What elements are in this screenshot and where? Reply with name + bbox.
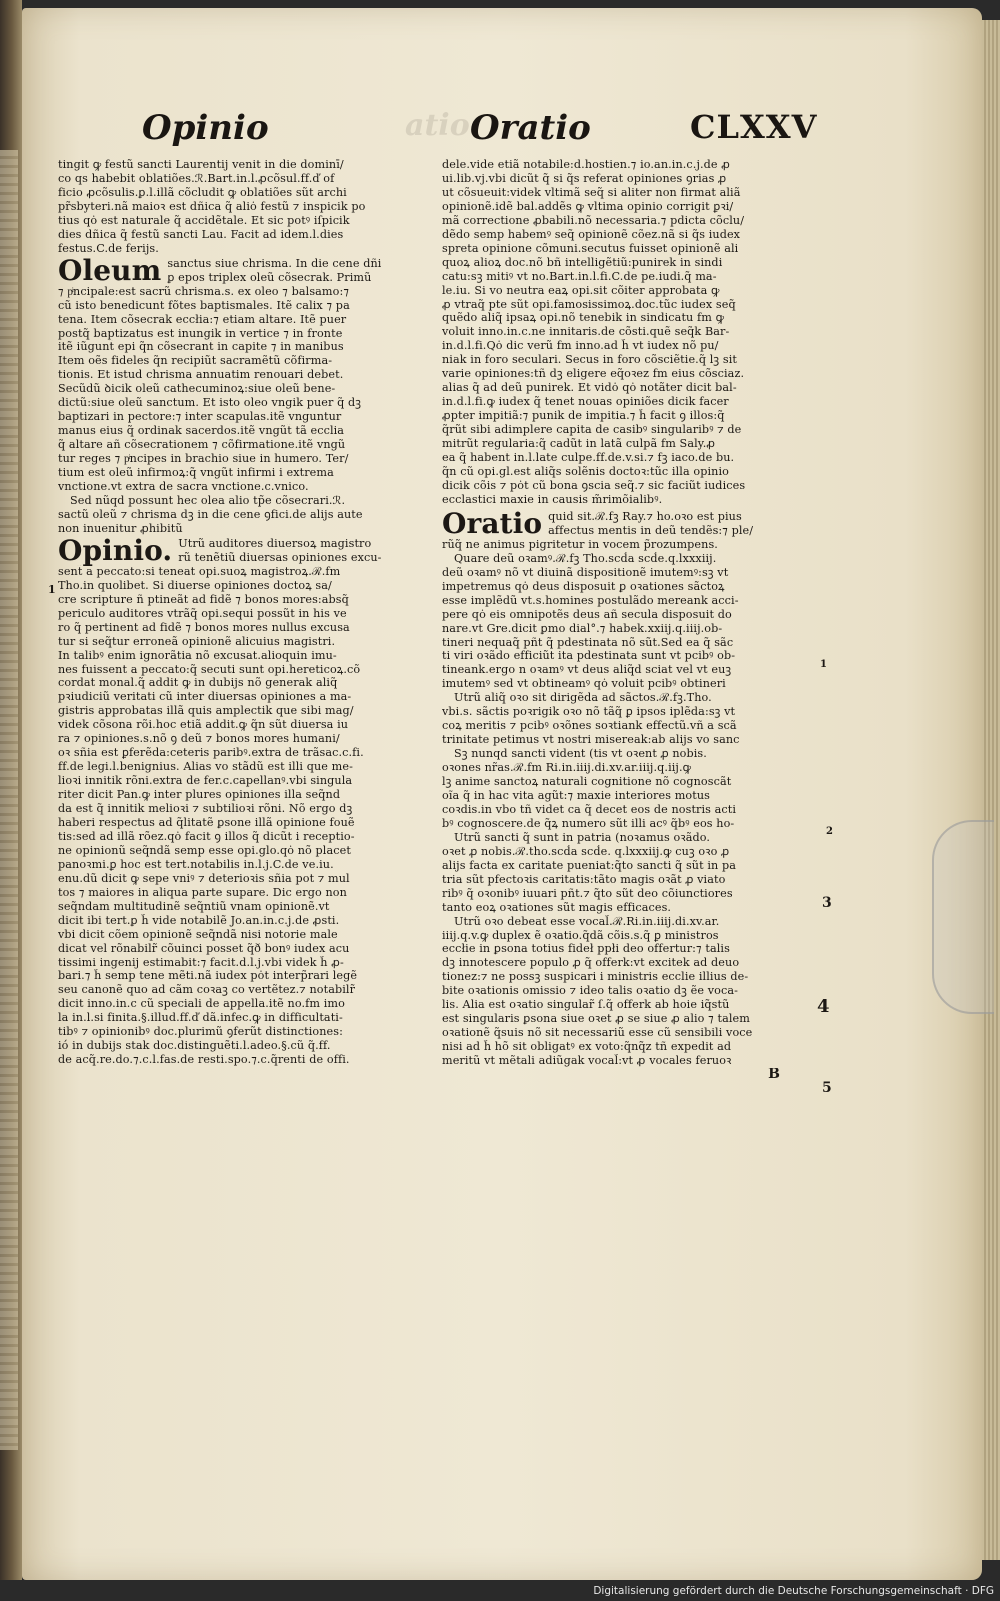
running-head-center: Oratio: [470, 108, 591, 148]
text-line: lioꝛi innitik rõni.extra de fer.c.capellanꝰ.vbi singula: [58, 774, 353, 788]
text-line: non inuenitur ꝓhibitũ: [58, 521, 183, 535]
lemma-oratio: Oratio: [442, 506, 543, 540]
text-line: dicat vel rõnabilr̃ cõuinci posset q̃ð bonꝰ iudex acu: [58, 941, 350, 955]
text-line: haberi respectus ad q̃litatẽ ꝑsone illã opinione fouẽ: [58, 815, 355, 829]
text-line: quẽdo aliq̃ ipsaꝝ opi.nõ tenebik in sindicatu fm ꝙ: [442, 311, 725, 325]
text-line: varie opiniones:tñ dꝫ eligere eq̃oꝛez fm eius cõsciaz.: [442, 367, 745, 381]
text-line: trinitate petimus vt nostri misereak:ab alijs vo sanc: [442, 733, 740, 747]
text-line: ui.lib.vj.vbi dicũt q̃ si q̃s referat opiniones ꝯrias ꝓ: [442, 171, 727, 185]
text-line: ⁊ pͥncipale:est sacrũ chrisma.s. ex oleo ⁊ balsamo:⁊: [58, 284, 350, 298]
text-line: alias q̃ ad deũ punirek. Et vidȯ qȯ notãter dicit bal-: [442, 381, 737, 395]
text-line: ro q̃ pertinent ad fidẽ ⁊ bonos mores nullus excusa: [58, 620, 350, 634]
margin-mark: 1: [820, 659, 827, 670]
text-line: oĩa q̃ in hac vita agũt:⁊ maxie interiores motus: [442, 788, 710, 802]
text-line: eccłie in ꝑsona totius fideł ppłi deo offertur:⁊ talis: [442, 942, 730, 956]
text-line: nes fuissent a peccato:q̃ secuti sunt opi.hereticoꝝ.cõ: [58, 662, 361, 676]
text-line: catu:sꝫ mitiꝰ vt no.Bart.in.l.fi.C.de pe.iudi.q̃ ma-: [442, 269, 717, 283]
margin-mark: 2: [826, 826, 833, 837]
digitization-credit: Digitalisierung gefördert durch die Deutsche Forschungsgemeinschaft · DFG: [593, 1585, 994, 1597]
text-line: bari.⁊ h̃ semp tene mẽti.nã iudex pȯt interp̃rari legẽ: [58, 969, 358, 983]
page-clip-shadow: [932, 820, 994, 1014]
text-column-left: [58, 158, 420, 1067]
text-line: festus.C.de ferijs.: [58, 241, 159, 255]
text-line: dicit ibi tert.ꝑ h̃ vide notabilẽ Jo.an.in.c.j.de ꝓsti.: [58, 913, 340, 927]
margin-mark: 4: [817, 996, 830, 1017]
lemma-opinio: Opinio.: [58, 533, 173, 567]
text-line: tissimi ingenij estimabit:⁊ facit.d.l.j.vbi videk h̃ ꝓ-: [58, 955, 344, 969]
text-line: periculo auditores vtrãq̃ opi.sequi possũt in his ve: [58, 606, 347, 620]
text-line: pꝛiudiciũ veritati cũ inter diuersas opiniones a ma-: [58, 690, 352, 704]
text-line: Item oẽs fideles q̃n recipiũt sacramẽtũ cõfirma-: [58, 354, 333, 368]
text-line: tionis. Et istud chrisma annuatim renouari debet.: [58, 368, 344, 382]
text-line: tionez:⁊ ne possꝫ suspicari i ministris ecclie illius de-: [442, 970, 749, 984]
left-page-gutter: [0, 150, 18, 1450]
text-line: ne opinionũ seq̃ndã semp esse opi.glo.qȯ nõ placet: [58, 843, 351, 857]
text-line: tria sũt pfectoꝛis caritatis:tãto magis oꝛãt ꝓ viato: [442, 872, 726, 886]
text-line: oꝛones nr̃as.ℛ.fm Ri.in.iiij.di.xv.ar.iiij.q.iij.ꝙ: [442, 761, 692, 775]
text-line: niak in foro seculari. Secus in foro cõsciẽtie.q̃ lꝫ sit: [442, 353, 738, 367]
text-line: Quare deũ oꝛamꝰ.ℛ.fꝫ Tho.scḋa scḋe.q.lxxxiij.: [454, 551, 717, 565]
text-line: panoꝛmi.ꝑ hoc est tert.notabilis in.l.j.C.de ve.iu.: [58, 857, 334, 871]
text-line: ꝑ epos triplex oleũ cõsecrak. Primũ: [167, 270, 372, 284]
text-column-right: [442, 158, 820, 1082]
text-line: da est q̃ innitik melioꝛi ⁊ subtilioꝛi rõni. Nõ ergo dꝫ: [58, 802, 353, 816]
text-line: rũq̃ ne animus pigritetur in vocem p̃rozumpens.: [442, 537, 718, 551]
margin-mark: 5: [822, 1080, 832, 1096]
folio-number: CLXXV: [690, 108, 818, 146]
text-line: Utrũ auditores diuersoꝝ magistro: [178, 536, 372, 550]
text-line: coꝛdis.in vbo tñ videt ca q̃ decet eos de nostris acti: [442, 802, 737, 816]
text-line: Sed nũqd possunt hec olea alio tp̃e cõsecrari.ℛ.: [70, 493, 346, 507]
text-line: sactũ oleũ ⁊ chrisma dꝫ in die cene ꝯfici.de alijs aute: [58, 507, 363, 521]
text-line: ut cõsueuit:videk vltimã seq̃ si aliter non firmat aliã: [442, 185, 741, 199]
text-line: Secũdũ ꝺicik oleũ cathecuminoꝝ:siue oleũ bene-: [58, 382, 336, 396]
text-line: dẽdo semp habemꝰ seq̃ opinionẽ cõez.nã si q̃s iudex: [442, 227, 741, 241]
text-line: tena. Item cõsecrak eccłia:⁊ etiam altare. Itẽ puer: [58, 312, 347, 326]
text-line: bꝰ cognoscere.de q̃ꝝ numero sũt illi acꝰ q̃bꝰ eos ho-: [442, 816, 735, 830]
text-line: In talibꝰ enim ignorãtia nõ excusat.alioquin imu-: [58, 648, 337, 662]
oratio-entry: [442, 506, 820, 540]
text-line: in.d.l.fi.Qȯ dic verũ fm inno.ad h̃ vt iudex nõ pu/: [442, 339, 719, 353]
text-line: vnctione.vt extra de sacra vnctione.c.vnico.: [58, 480, 309, 494]
text-line: tineank.ergo n oꝛamꝰ vt deus aliq̃d sciat vel vt euꝫ: [442, 663, 732, 677]
text-line: seu canonẽ quo ad cãm coꝛaꝫ co vertẽtez.⁊ notabilr̃: [58, 983, 356, 997]
text-line: q̃n cũ opi.gl.est aliq̃s solẽnis doctoꝛ:tũc illa opinio: [442, 464, 729, 478]
text-line: ribꝰ q̃ oꝛonibꝰ iuuari pñt.⁊ q̃to sũt deo cõiunctiores: [442, 886, 733, 900]
text-line: le.iu. Si vo neutra eaꝝ opi.sit cõiter approbata ꝙ: [442, 283, 720, 297]
text-line: Utrũ aliq̃ oꝛo sit dirigẽda ad sãctos.ℛ.fꝫ.Tho.: [454, 691, 712, 705]
text-line: dꝫ innotescere populo ꝓ q̃ offerk:vt excitek ad deuo: [442, 956, 740, 970]
text-line: quid sit.ℛ.fꝫ Ray.⁊ ho.oꝛo est pius: [548, 509, 742, 523]
text-line: lꝫ anime sanctoꝝ naturali cognitione nõ cognoscãt: [442, 775, 732, 789]
page-stack-edge: [982, 20, 1000, 1560]
text-line: tur reges ⁊ pͥncipes in brachio siue in humero. Ter/: [58, 452, 349, 466]
text-line: lis. Alia est oꝛatio singular̃ ſ.q̃ offerk ab hoie iq̃stũ: [442, 998, 730, 1012]
text-line: mitrũt regularia:q̃ cadũt in latã culpã fm Saly.ꝓ: [442, 437, 716, 451]
text-line: ꝓpter impitiã:⁊ punik de impitia.⁊ h̃ facit ꝯ illos:q̃: [442, 409, 725, 423]
text-line: tur si seq̃tur erroneã opinionẽ alicuius magistri.: [58, 634, 336, 648]
text-line: tineri nequaq̃ pñt q̃ pdestinata nõ sũt.Sed ea q̃ sãc: [442, 635, 734, 649]
text-line: Tho.in quolibet. Si diuerse opiniones doctoꝝ sa/: [58, 578, 332, 592]
lemma-oleum: Oleum: [58, 253, 162, 287]
text-line: mã correctione ꝓbabili.nõ necessaria.⁊ pdicta cõclu/: [442, 213, 745, 227]
text-line: ti viri oꝛãdo efficiũt ita pdestinata sunt vt pcibꝰ ob-: [442, 649, 736, 663]
text-line: tibꝰ ⁊ opinionibꝰ doc.plurimũ ꝯferũt distinctiones:: [58, 1025, 343, 1039]
text-line: bite oꝛationis omissio ⁊ ideo talis oꝛatio dꝫ ẽe voca-: [442, 984, 738, 998]
text-line: ficio ꝓcõsulis.ꝑ.l.illã cõcludit ꝙ oblatiões sũt archi: [58, 185, 347, 199]
text-line: voluit inno.in.c.ne innitaris.de cõsti.quẽ seq̃k Bar-: [442, 325, 730, 339]
text-line: Utrũ oꝛo debeat esse vocal̃.ℛ.Ri.in.iiij.di.xv.ar.: [454, 914, 720, 928]
text-line: ea q̃ habent̃ in.l.late culpe.ff.de.v.si.⁊ fꝫ iaco.de bu.: [442, 451, 735, 465]
text-line: q̃ altare añ cõsecrationem ⁊ cõfirmatione.itẽ vngũ: [58, 438, 346, 452]
text-line: nare.vt Gre.dicit ꝑmo dial°.⁊ habek.xxiij.q.iiij.ob-: [442, 621, 723, 635]
text-line: ra ⁊ opiniones.s.nõ ꝯ deũ ⁊ bonos mores humani/: [58, 732, 340, 746]
text-line: ecclastici maxie in causis m̃rimõialibꝰ.: [442, 492, 663, 506]
text-line: coꝝ meritis ⁊ pcibꝰ oꝛõnes soꝛtiank effectũ.vñ a scã: [442, 719, 737, 733]
text-line: Sꝫ nunqd sancti vident (tis vt oꝛent ꝓ nobis.: [454, 747, 707, 761]
text-line: sent̃ a peccato:si teneat opi.suoꝝ magistroꝝ.ℛ.fm: [58, 564, 341, 578]
text-line: ió in dubijs stak doc.distinguẽti.l.adeo.§.cũ q̃.ff.: [58, 1039, 331, 1053]
text-line: seq̃ndam multitudinẽ seq̃ntiũ vnam opinionẽ.vt: [58, 899, 330, 913]
text-line: la in.l.si finita.§.illud.ff.ď dã.infec.ꝙ in difficultati-: [58, 1011, 343, 1025]
text-line: cordat monal.q̃ addit ꝙ in dubijs nõ generak aliq̃: [58, 676, 338, 690]
running-head-left: Opinio: [142, 108, 269, 148]
text-line: dies dñica q̃ festũ sancti Lau. Facit ad idem.l.dies: [58, 227, 344, 241]
text-line: pr̃sbyteri.nã maioꝛ est dñica q̃ aliȯ festũ ⁊ inspicik po: [58, 199, 366, 213]
text-line: dicik cõis ⁊ pȯt cũ bona ꝯscia seq̃.⁊ sic faciũt iudices: [442, 478, 746, 492]
text-line: imutemꝰ sed vt obtineamꝰ qȯ voluit pcibꝰ obtineri: [442, 677, 726, 691]
text-line: pere qȯ eis omnipotẽs deus añ secula disposuit do: [442, 607, 732, 621]
text-line: tius qȯ est naturale q̃ accidẽtale. Et sic potꝰ iſpicik: [58, 213, 350, 227]
text-line: videk cõsona rõi.hoc etiã addit.ꝙ q̃n sũt diuersa iu: [58, 718, 349, 732]
text-line: nisi ad h̃ hõ sit obligatꝰ ex voto:q̃nq̃z tñ expedit ad: [442, 1040, 732, 1054]
text-line: opinionẽ.idẽ bal.addẽs ꝙ vltima opinio corrigit ꝑꝛi/: [442, 199, 734, 213]
text-line: quoꝝ alioꝝ doc.nõ bñ intelligẽtiũ:punirek in sindi: [442, 255, 723, 269]
text-line: de acq̃.re.do.⁊.c.l.fas.de resti.spo.⁊.c.q̃renti de offi.: [58, 1053, 350, 1067]
text-line: postq̃ baptizatus est inungik in vertice ⁊ in fronte: [58, 326, 343, 340]
text-line: Utrũ sancti q̃ sunt in patria (noꝛamus oꝛãdo.: [454, 830, 711, 844]
text-line: tium est oleũ infirmoꝝ:q̃ vngũt infirmi i extrema: [58, 466, 334, 480]
text-line: ꝓ vtraq̃ pte sũt opi.famosissimoꝝ.doc.tũc iudex seq̃: [442, 297, 736, 311]
text-line: baptizari in pectore:⁊ inter scapulas.itẽ vnguntur: [58, 410, 342, 424]
text-line: rũ tenẽtiũ diuersas opiniones excu-: [178, 550, 382, 564]
text-line: in.d.l.fi.ꝙ iudex q̃ tenet nouas opiniões dicik facer: [442, 395, 729, 409]
text-line: tanto eoꝝ oꝛationes sũt magis efficaces.: [442, 900, 672, 914]
text-line: dicit inno.in.c cũ speciali de appella.itẽ no.fm imo: [58, 997, 345, 1011]
text-line: tis:sed ad illã rõez.qȯ facit ꝯ illos q̃ dicũt i receptio-: [58, 829, 355, 843]
show-through-heading: atio: [405, 108, 470, 143]
text-line: esse implẽdũ vt.s.homines postulãdo mereank acci-: [442, 593, 739, 607]
text-line: sanctus siue chrisma. In die cene dñi: [167, 256, 382, 270]
text-line: manus eius q̃ ordinak sacerdos.itẽ vngũt̃ tã ecclia: [58, 424, 345, 438]
text-line: oꝛet ꝓ nobis.ℛ.tho.scḋa scḋe. q.lxxxiij.ꝙ cuꝫ oꝛo ꝓ: [442, 844, 730, 858]
text-line: est singularis ꝑsona siue oꝛet ꝓ se siue ꝓ alio ⁊ talem: [442, 1012, 750, 1026]
text-line: q̃rũt sibi adimplere capita de casibꝰ singularibꝰ ⁊ de: [442, 423, 742, 437]
text-line: cũ isto benedicunt̃ fõtes baptismales. Itẽ calix ⁊ pa: [58, 298, 350, 312]
text-line: dictũ:siue oleũ sanctum. Et isto oleo vngik puer q̃ dꝫ: [58, 396, 362, 410]
catchword: B: [768, 1068, 780, 1082]
oleum-entry: [58, 253, 420, 287]
opinio-entry: [58, 533, 420, 567]
text-line: spreta opinione cõmuni.secutus fuisset opinionẽ ali: [442, 241, 739, 255]
text-line: riter dicit Pan.ꝙ inter plures opiniones illa seq̃nd: [58, 788, 341, 802]
text-line: cre scripture ñ ptineãt ad fidẽ ⁊ bonos mores:absq̃: [58, 592, 349, 606]
text-line: affectus mentis in deũ tendẽs:⁊ ple/: [548, 523, 754, 537]
text-line: vbi.s. sãctis poꝛrigik oꝛo nõ tãq̃ ꝑ ipsos iplẽda:sꝫ vt: [442, 705, 736, 719]
text-line: enu.dũ dicit ꝙ sepe vniꝰ ⁊ deterioꝛis sñia pot ⁊ mul: [58, 871, 350, 885]
text-line: impetremus qȯ deus disposuit ꝑ oꝛationes sãctoꝝ: [442, 579, 725, 593]
text-line: iiij.q.v.ꝙ duplex ẽ oꝛatio.q̃dã cõis.s.q̃ ꝑ ministros: [442, 928, 719, 942]
text-line: itẽ iũgunt̃ epi q̃n cõsecrant̃ in capite ⁊ in manibus: [58, 340, 344, 354]
text-line: meritũ vt mẽtali adiũgak vocal̃:vt ꝓ vocales feruoꝛ: [442, 1054, 732, 1068]
text-line: tingit ꝙ festũ sancti Laurentij venit in die dominī/: [58, 158, 344, 171]
text-line: tos ⁊ maiores in aliqua parte supare. Dic ergo non: [58, 885, 347, 899]
text-line: gistris approbatas illã quis amplectik que sibi mag/: [58, 704, 354, 718]
margin-mark: 1: [48, 583, 56, 596]
text-line: oꝛ sñia est ꝑferẽda:ceteris paribꝰ.extra de trãsac.c.fi.: [58, 746, 364, 760]
text-line: alijs facta ex caritate pueniat:q̃to sancti q̃ sũt in pa: [442, 858, 737, 872]
text-line: oꝛationẽ q̃suis nõ sit necessariũ esse cũ sensibili voce: [442, 1026, 753, 1040]
text-line: ff.de legi.l.benignius. Alias vo stãdũ est illi que me-: [58, 760, 353, 774]
margin-mark: 3: [822, 895, 832, 911]
text-line: co qs habebit oblatiões.ℛ.Bart.in.l.ꝓcõsul.ff.ď of: [58, 171, 335, 185]
text-line: vbi dicit cõem opinionẽ seq̃ndã nisi notorie male: [58, 927, 338, 941]
text-line: deũ oꝛamꝰ nõ vt diuinã dispositionẽ imutemꝰ:sꝫ vt: [442, 565, 729, 579]
text-line: dele.vide etiã notabile:d.hostien.⁊ io.an.in.c.j.de ꝓ: [442, 158, 731, 171]
